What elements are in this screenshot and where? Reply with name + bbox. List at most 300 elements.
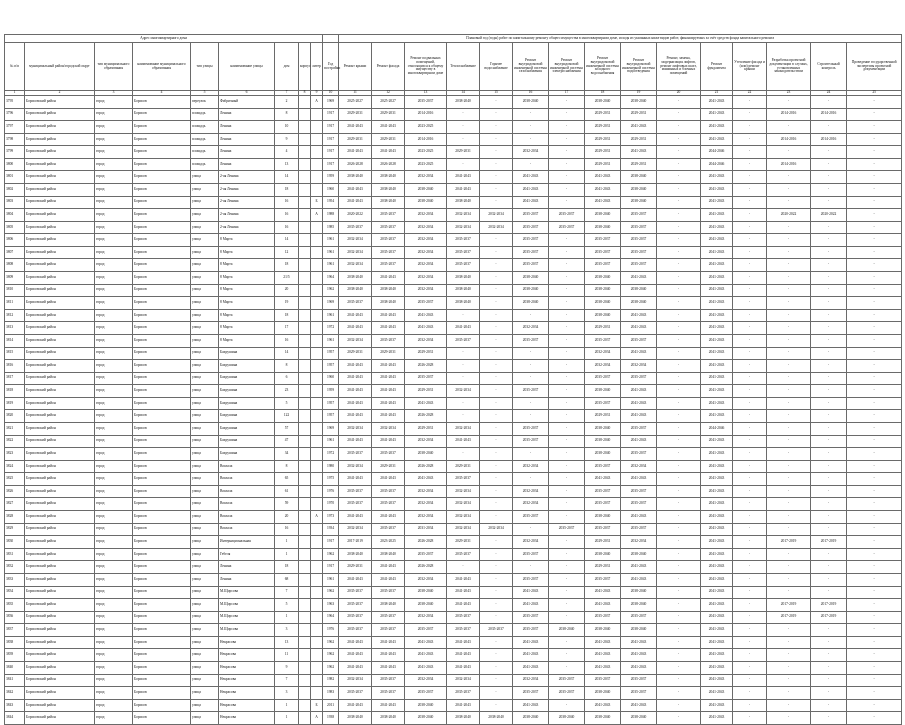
table-cell: город	[95, 599, 133, 612]
table-cell: -	[549, 573, 585, 586]
table-cell: -	[733, 158, 767, 171]
table-cell: 2032-2034	[405, 611, 447, 624]
table-cell: -	[811, 422, 847, 435]
table-cell: площадь	[191, 158, 219, 171]
table-row	[5, 661, 902, 674]
table-cell: Борисовский район	[25, 435, 95, 448]
table-cell	[311, 624, 323, 637]
table-cell: 8 Марта	[219, 284, 275, 297]
table-cell: -	[767, 184, 811, 197]
table-cell: -	[549, 599, 585, 612]
table-cell: -	[767, 95, 811, 108]
table-cell: -	[811, 548, 847, 561]
table-cell	[311, 548, 323, 561]
table-cell: -	[657, 523, 701, 536]
table-cell: 2032-2034	[405, 498, 447, 511]
table-cell: 2038-2040	[549, 712, 585, 725]
table-cell: -	[657, 485, 701, 498]
table-cell: 2038-2040	[621, 548, 657, 561]
table-row	[5, 498, 902, 511]
table-cell: 2017-2019	[811, 536, 847, 549]
table-cell: 2038-2040	[621, 586, 657, 599]
table-row	[5, 234, 902, 247]
table-cell: Борисовский район	[25, 397, 95, 410]
table-cell: 2029-2031	[585, 536, 621, 549]
table-cell: улица	[191, 448, 219, 461]
table-cell: 1962	[323, 586, 339, 599]
table-cell: 1961	[323, 309, 339, 322]
table-row	[5, 422, 902, 435]
table-cell: 2041-2043	[339, 121, 372, 134]
table-cell: -	[657, 121, 701, 134]
table-cell: 2041-2043	[701, 712, 733, 725]
table-cell: 2032-2034	[405, 259, 447, 272]
table-cell: 2041-2043	[701, 586, 733, 599]
table-cell: 1969	[323, 297, 339, 310]
table-cell: 2038-2040	[405, 712, 447, 725]
table-cell: 2038-2040	[372, 171, 405, 184]
table-cell: Борисов	[133, 385, 191, 398]
table-cell: город	[95, 410, 133, 423]
table-cell: Борисов	[133, 334, 191, 347]
table-cell: Борисовский район	[25, 561, 95, 574]
table-cell: 2041-2043	[372, 397, 405, 410]
table-cell	[311, 498, 323, 511]
table-cell: 1	[275, 611, 299, 624]
table-cell: -	[811, 586, 847, 599]
table-cell: -	[657, 146, 701, 159]
table-cell	[311, 171, 323, 184]
table-cell: город	[95, 246, 133, 259]
table-cell: 2041-2043	[585, 171, 621, 184]
table-cell: 2041-2043	[701, 196, 733, 209]
table-cell: 2041-2043	[701, 397, 733, 410]
table-cell: -	[513, 309, 549, 322]
table-cell: М.Щорсова	[219, 624, 275, 637]
table-cell: 2041-2043	[447, 322, 480, 335]
table-cell: Борисовский район	[25, 334, 95, 347]
table-cell: -	[480, 649, 513, 662]
table-cell	[311, 146, 323, 159]
table-cell: 2017-2019	[811, 599, 847, 612]
table-cell: -	[811, 272, 847, 285]
table-cell	[299, 599, 311, 612]
table-cell: -	[847, 397, 902, 410]
table-cell: город	[95, 133, 133, 146]
table-cell: -	[733, 196, 767, 209]
table-cell: -	[549, 422, 585, 435]
table-cell	[299, 448, 311, 461]
table-cell: 2038-2040	[621, 171, 657, 184]
column-header: № п/п	[5, 43, 25, 91]
column-number: 7	[275, 91, 299, 96]
table-cell: Вокзала	[219, 523, 275, 536]
table-cell	[299, 473, 311, 486]
table-cell: -	[767, 297, 811, 310]
column-number: 10	[323, 91, 339, 96]
table-cell: 14	[275, 347, 299, 360]
table-cell: 1	[275, 548, 299, 561]
table-cell: 7	[275, 674, 299, 687]
table-cell: Борисов	[133, 599, 191, 612]
table-cell	[311, 334, 323, 347]
table-row	[5, 360, 902, 373]
table-cell: 2035-2037	[447, 334, 480, 347]
table-cell: город	[95, 561, 133, 574]
table-cell: Бахрушина	[219, 397, 275, 410]
table-cell: -	[811, 297, 847, 310]
table-cell	[299, 347, 311, 360]
table-cell	[299, 687, 311, 700]
table-cell: 2041-2043	[585, 196, 621, 209]
table-cell	[299, 309, 311, 322]
table-cell: 2035-2037	[621, 674, 657, 687]
table-cell: город	[95, 146, 133, 159]
table-cell: 3827	[5, 498, 25, 511]
table-cell: 2041-2043	[585, 586, 621, 599]
table-cell: 47	[275, 435, 299, 448]
table-cell: 2041-2043	[701, 611, 733, 624]
table-cell: площадь	[191, 146, 219, 159]
table-cell: 1959	[323, 171, 339, 184]
table-cell: -	[733, 511, 767, 524]
table-cell: 2038-2040	[621, 196, 657, 209]
table-row	[5, 133, 902, 146]
table-cell	[311, 561, 323, 574]
table-cell: город	[95, 712, 133, 725]
table-row	[5, 397, 902, 410]
table-cell: 2035-2037	[621, 259, 657, 272]
table-cell: Борисовский район	[25, 95, 95, 108]
table-cell: -	[847, 158, 902, 171]
table-cell: город	[95, 372, 133, 385]
table-cell: -	[847, 347, 902, 360]
table-cell: -	[657, 674, 701, 687]
column-number: 20	[657, 91, 701, 96]
table-cell: 2041-2043	[339, 146, 372, 159]
table-cell: город	[95, 347, 133, 360]
table-cell: -	[657, 473, 701, 486]
table-cell: -	[847, 234, 902, 247]
table-row	[5, 511, 902, 524]
table-cell: 18	[275, 184, 299, 197]
table-cell: -	[733, 385, 767, 398]
table-cell: 2041-2043	[372, 146, 405, 159]
table-cell: Борисов	[133, 422, 191, 435]
table-cell: 2023-2025	[405, 158, 447, 171]
table-cell: 2041-2043	[339, 360, 372, 373]
table-cell: 2035-2037	[372, 624, 405, 637]
table-cell: 2026-2028	[405, 410, 447, 423]
header-cell	[323, 35, 339, 43]
table-cell: Борисов	[133, 297, 191, 310]
table-cell: 2035-2037	[513, 548, 549, 561]
table-cell: -	[847, 146, 902, 159]
table-cell: 3842	[5, 687, 25, 700]
table-cell: -	[549, 171, 585, 184]
table-cell	[311, 158, 323, 171]
table-cell: Борисов	[133, 272, 191, 285]
table-cell: Борисов	[133, 573, 191, 586]
table-cell: А	[311, 712, 323, 725]
table-cell: улица	[191, 636, 219, 649]
table-cell: город	[95, 699, 133, 712]
table-cell: -	[549, 498, 585, 511]
table-cell: -	[657, 410, 701, 423]
table-cell: 2035-2037	[621, 485, 657, 498]
table-cell: город	[95, 624, 133, 637]
table-cell: 2032-2034	[513, 485, 549, 498]
table-cell: -	[847, 687, 902, 700]
table-cell: 1917	[323, 561, 339, 574]
table-cell: 2017-2019	[767, 536, 811, 549]
table-cell: 6	[275, 372, 299, 385]
column-header: литер	[311, 43, 323, 91]
table-cell	[311, 523, 323, 536]
table-cell: 2035-2037	[513, 385, 549, 398]
table-cell: -	[549, 448, 585, 461]
table-cell: 2038-2040	[621, 284, 657, 297]
table-cell: улица	[191, 171, 219, 184]
table-cell: 2041-2043	[339, 309, 372, 322]
table-row	[5, 435, 902, 448]
table-cell: 2041-2043	[447, 573, 480, 586]
table-row	[5, 636, 902, 649]
table-cell	[311, 259, 323, 272]
table-cell: 2041-2043	[701, 259, 733, 272]
table-cell: 2035-2037	[585, 259, 621, 272]
table-cell: Борисов	[133, 649, 191, 662]
table-cell: 2014-2016	[811, 108, 847, 121]
table-cell: 68	[275, 573, 299, 586]
column-header: тип муниципального образования	[95, 43, 133, 91]
table-cell: -	[767, 334, 811, 347]
table-cell: -	[657, 624, 701, 637]
table-cell	[299, 712, 311, 725]
table-cell: -	[549, 184, 585, 197]
table-cell: 2038-2040	[621, 184, 657, 197]
table-cell: 3808	[5, 259, 25, 272]
table-cell: Борисовский район	[25, 485, 95, 498]
column-number: 1	[5, 91, 25, 96]
table-cell: -	[767, 636, 811, 649]
table-cell: 2041-2043	[372, 410, 405, 423]
table-cell: 1962	[323, 661, 339, 674]
table-cell: 2041-2043	[701, 322, 733, 335]
table-cell: 2038-2040	[585, 448, 621, 461]
table-cell: улица	[191, 460, 219, 473]
table-cell: 2035-2037	[621, 209, 657, 222]
table-cell: 2029-2031	[585, 133, 621, 146]
table-cell: 2026-2028	[339, 158, 372, 171]
table-cell: -	[549, 360, 585, 373]
table-cell: 2029-2031	[585, 108, 621, 121]
table-cell: -	[480, 272, 513, 285]
table-cell: 2029-2031	[447, 460, 480, 473]
table-cell: -	[847, 385, 902, 398]
table-cell: -	[480, 536, 513, 549]
table-cell: -	[811, 184, 847, 197]
table-cell: Борисовский район	[25, 586, 95, 599]
table-cell: 3844	[5, 712, 25, 725]
table-cell: 2041-2043	[372, 435, 405, 448]
column-header: Теплоснабжение	[447, 43, 480, 91]
table-cell: -	[513, 347, 549, 360]
table-cell: 2-ая Ленина	[219, 184, 275, 197]
table-cell: Борисовский район	[25, 259, 95, 272]
table-cell: 2	[275, 95, 299, 108]
table-cell: Борисовский район	[25, 498, 95, 511]
table-cell: Некрасова	[219, 649, 275, 662]
table-cell	[311, 435, 323, 448]
table-cell: 3806	[5, 234, 25, 247]
table-cell: 1917	[323, 536, 339, 549]
table-cell	[311, 460, 323, 473]
table-cell: -	[657, 284, 701, 297]
table-cell: -	[847, 435, 902, 448]
table-row	[5, 611, 902, 624]
table-row	[5, 108, 902, 121]
table-cell: -	[847, 498, 902, 511]
table-cell: -	[733, 221, 767, 234]
table-cell: 1957	[323, 360, 339, 373]
table-cell: 2038-2040	[372, 599, 405, 612]
table-body	[5, 95, 902, 724]
table-cell: -	[811, 309, 847, 322]
table-cell: 2025-2027	[339, 95, 372, 108]
table-cell	[311, 121, 323, 134]
table-cell: -	[767, 498, 811, 511]
table-cell: 2038-2040	[447, 712, 480, 725]
table-cell: -	[480, 448, 513, 461]
table-cell: 16	[275, 334, 299, 347]
table-cell: 2041-2043	[701, 372, 733, 385]
table-cell: 2-ая Ленина	[219, 209, 275, 222]
table-cell: 2035-2037	[405, 372, 447, 385]
table-cell: 3838	[5, 636, 25, 649]
column-number: 14	[447, 91, 480, 96]
table-cell: 2041-2043	[447, 184, 480, 197]
table-cell: Борисов	[133, 712, 191, 725]
table-cell	[299, 460, 311, 473]
table-cell: -	[657, 511, 701, 524]
table-cell: 2035-2037	[585, 573, 621, 586]
table-cell: улица	[191, 410, 219, 423]
table-cell	[311, 397, 323, 410]
table-cell: Борисов	[133, 133, 191, 146]
table-cell: улица	[191, 586, 219, 599]
table-cell: город	[95, 184, 133, 197]
table-cell: -	[657, 347, 701, 360]
table-cell: 2041-2043	[447, 636, 480, 649]
table-cell: Борисов	[133, 309, 191, 322]
table-cell: 1954	[323, 196, 339, 209]
table-cell: 8 Марта	[219, 334, 275, 347]
table-cell: 2035-2037	[513, 334, 549, 347]
table-cell: -	[811, 196, 847, 209]
table-cell: 2041-2043	[339, 435, 372, 448]
table-row	[5, 586, 902, 599]
table-cell: 61	[275, 485, 299, 498]
table-cell: улица	[191, 624, 219, 637]
table-cell: -	[513, 397, 549, 410]
table-cell	[299, 209, 311, 222]
table-cell: 2035-2037	[339, 297, 372, 310]
table-cell: город	[95, 322, 133, 335]
table-cell: 2032-2034	[480, 523, 513, 536]
table-row	[5, 221, 902, 234]
table-cell: Борисов	[133, 536, 191, 549]
table-cell: Борисов	[133, 699, 191, 712]
table-cell: -	[657, 259, 701, 272]
table-cell: 2035-2037	[372, 221, 405, 234]
table-cell	[299, 284, 311, 297]
table-cell: 2041-2043	[701, 234, 733, 247]
table-cell: 1961	[323, 435, 339, 448]
table-cell: 2041-2043	[701, 485, 733, 498]
table-cell: 65	[275, 473, 299, 486]
table-cell: 2041-2043	[621, 272, 657, 285]
table-cell: 2041-2043	[621, 511, 657, 524]
table-cell: -	[657, 385, 701, 398]
table-cell: 2041-2043	[585, 184, 621, 197]
table-cell	[299, 108, 311, 121]
table-cell: город	[95, 422, 133, 435]
table-cell: -	[549, 385, 585, 398]
table-cell: Борисовский район	[25, 372, 95, 385]
table-cell	[299, 511, 311, 524]
table-cell: -	[847, 133, 902, 146]
table-cell: -	[480, 548, 513, 561]
table-cell	[299, 586, 311, 599]
column-number: 13	[405, 91, 447, 96]
table-cell: 2038-2040	[339, 272, 372, 285]
table-cell: -	[657, 422, 701, 435]
table-cell: Некрасова	[219, 687, 275, 700]
table-cell: 2032-2034	[447, 511, 480, 524]
table-cell: -	[447, 108, 480, 121]
table-cell: город	[95, 573, 133, 586]
table-row	[5, 699, 902, 712]
table-cell: -	[767, 586, 811, 599]
table-cell	[299, 372, 311, 385]
table-cell: 3803	[5, 196, 25, 209]
table-cell: 3825	[5, 473, 25, 486]
column-number: 18	[585, 91, 621, 96]
table-cell: 18	[275, 309, 299, 322]
table-cell: -	[847, 649, 902, 662]
column-header: корпус	[299, 43, 311, 91]
table-cell: 2014-2016	[811, 133, 847, 146]
table-cell: 21/5	[275, 272, 299, 285]
table-cell: -	[733, 121, 767, 134]
table-cell: 8	[275, 108, 299, 121]
table-cell: -	[733, 485, 767, 498]
table-cell: 2041-2043	[701, 435, 733, 448]
table-cell: -	[767, 221, 811, 234]
table-cell	[311, 422, 323, 435]
table-cell: Фабричный	[219, 95, 275, 108]
table-cell: -	[480, 422, 513, 435]
table-cell: -	[811, 473, 847, 486]
table-cell: 2023-2025	[372, 536, 405, 549]
table-cell: 2035-2037	[447, 548, 480, 561]
table-cell: 1959	[323, 385, 339, 398]
table-cell: 1960	[323, 372, 339, 385]
table-cell	[299, 385, 311, 398]
table-cell: 1969	[323, 422, 339, 435]
table-cell: -	[480, 674, 513, 687]
